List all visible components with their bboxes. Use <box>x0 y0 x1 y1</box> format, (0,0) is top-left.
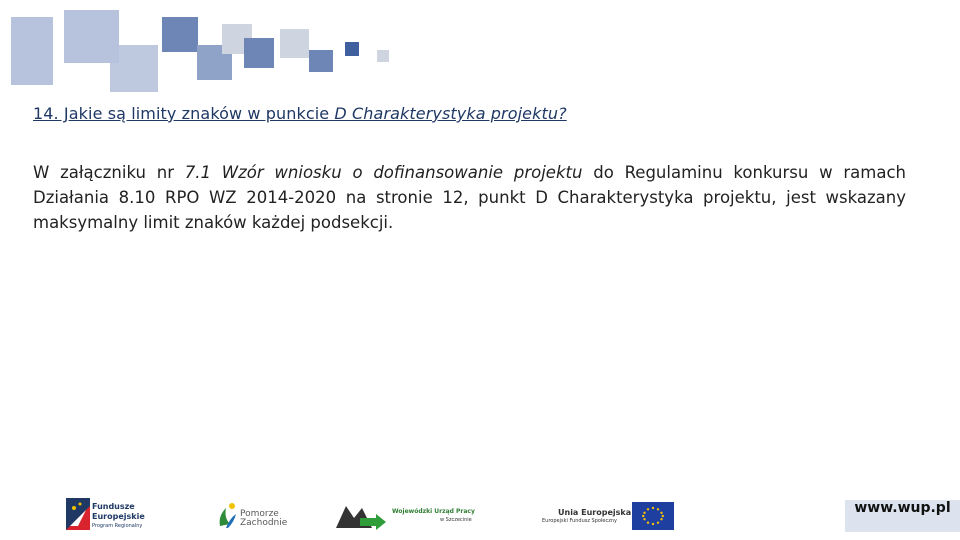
pomorze-line1: Pomorze <box>240 509 279 519</box>
question-heading <box>33 104 567 123</box>
decor-square <box>244 38 274 68</box>
decor-square <box>309 50 333 72</box>
wup-city: w Szczecinie <box>440 517 472 523</box>
decor-square <box>345 42 359 56</box>
answer-paragraph <box>33 160 906 235</box>
decor-square <box>110 45 158 92</box>
decor-square <box>377 50 389 62</box>
answer-italic: 7.1 Wzór wniosku o dofinansowanie projektu <box>184 163 583 182</box>
website-url[interactable]: www.wup.pl <box>845 500 960 532</box>
question-prefix: 14. Jakie są limity znaków w punkcie <box>33 104 335 123</box>
answer-part1: W załączniku nr <box>33 163 185 182</box>
ue-name: Unia Europejska <box>558 508 632 517</box>
fe-emblem-icon <box>66 498 90 530</box>
decor-square <box>11 17 53 85</box>
decor-square <box>162 17 198 52</box>
pomorze-line2: Zachodnie <box>240 518 288 528</box>
fe-line2: Europejskie <box>92 512 145 521</box>
pomorze-emblem-icon <box>216 500 238 530</box>
decor-square <box>280 29 309 58</box>
ue-sub: Europejski Fundusz Społeczny <box>542 518 617 524</box>
fe-title <box>92 502 145 522</box>
eu-flag-icon <box>632 502 674 530</box>
fe-subtitle: Program Regionalny <box>92 523 143 529</box>
question-italic: D Charakterystyka projektu? <box>334 104 567 123</box>
fe-line1: Fundusze <box>92 502 135 511</box>
answer-part2: do Regulaminu konkursu w ramach Działania 8.10 RPO WZ 2014-2020 na stronie 12, punkt D Charakterystyka projektu, jest wskazany maksymalny limit znaków każdej podsekcji. <box>33 163 906 232</box>
wup-name: Wojewódzki Urząd Pracy <box>392 508 475 515</box>
wup-emblem-icon <box>336 500 386 530</box>
pomorze-text <box>240 510 287 528</box>
